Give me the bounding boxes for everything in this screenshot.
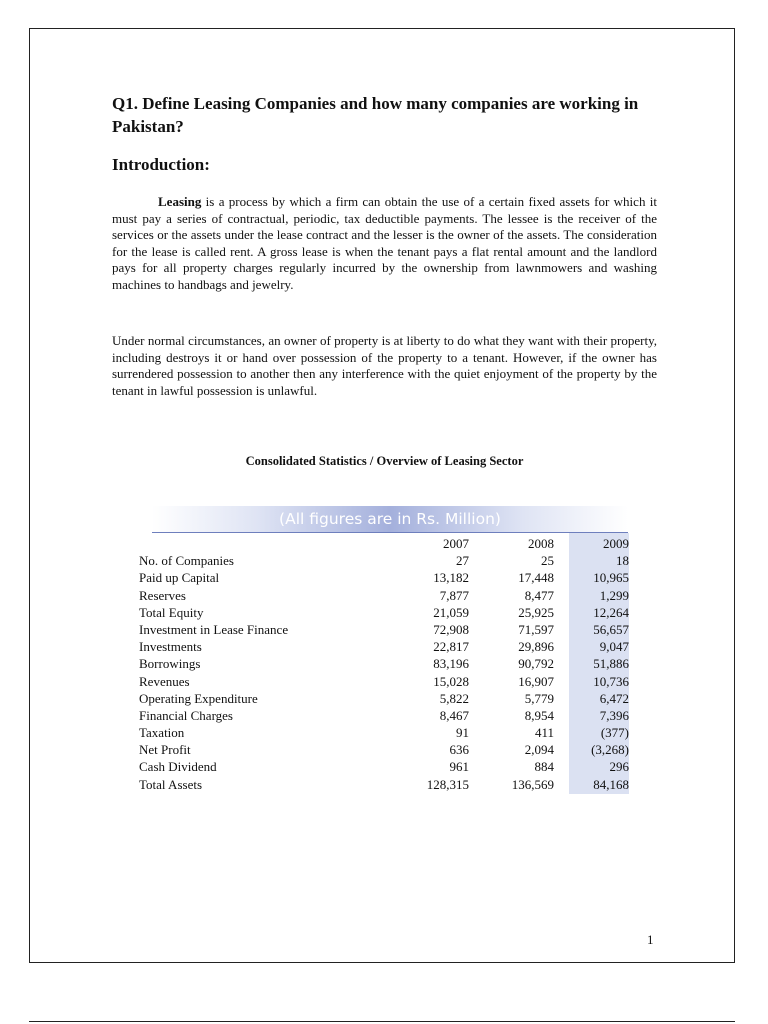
- value-2007: 22,817: [433, 639, 469, 655]
- value-2007: 72,908: [433, 621, 469, 637]
- table-caption: Consolidated Statistics / Overview of Leasing Sector: [245, 454, 524, 468]
- value-2008: 25,925: [518, 604, 554, 620]
- value-2009: 56,657: [593, 621, 629, 637]
- value-2008: 16,907: [518, 673, 554, 689]
- value-2007: 91: [456, 725, 469, 741]
- row-label: Investments: [139, 639, 202, 655]
- value-2007: 128,315: [426, 776, 469, 792]
- value-2009: 1,299: [599, 587, 629, 603]
- table-row: [139, 776, 629, 793]
- value-2007: 13,182: [433, 570, 469, 586]
- intro-paragraph-1-text: is a process by which a firm can obtain the use of a certain fixed assets for which it must pay a series of contractual, periodic, tax deductible payments. The lessee is the receiver of the services or the assets under the lease contract and the lesser is the owner of the assets. The consideration for the lease is called rent. A gross lease is when the tenant pays a flat rental amount and the landlord pays for all property charges regularly incurred by the ownership from lawnmowers and washing machines to handbags and jewelry.: [112, 194, 657, 292]
- header-2007: 2007: [443, 536, 469, 551]
- header-2009: 2009: [603, 536, 629, 551]
- value-2008: 71,597: [518, 621, 554, 637]
- table-row: [139, 724, 629, 741]
- statistics-table: [139, 535, 629, 793]
- row-label: Financial Charges: [139, 707, 233, 723]
- table-row: [139, 690, 629, 707]
- table-row: [139, 741, 629, 758]
- value-2008: 2,094: [524, 742, 554, 758]
- value-2009: 10,736: [593, 673, 629, 689]
- table-row: [139, 587, 629, 604]
- value-2007: 15,028: [433, 673, 469, 689]
- value-2009: 9,047: [599, 639, 629, 655]
- value-2007: 5,822: [439, 690, 469, 706]
- table-row: [139, 569, 629, 586]
- value-2007: 27: [456, 553, 469, 569]
- leasing-term: Leasing: [158, 194, 202, 209]
- value-2007: 636: [449, 742, 469, 758]
- row-label: Borrowings: [139, 656, 201, 672]
- value-2009: 6,472: [599, 690, 629, 706]
- value-2009: 296: [609, 759, 629, 775]
- header-label-cell: [139, 535, 399, 552]
- value-2008: 136,569: [511, 776, 554, 792]
- value-2007: 83,196: [433, 656, 469, 672]
- table-body: [139, 552, 629, 793]
- row-label: Total Assets: [139, 776, 203, 792]
- value-2009: 7,396: [599, 707, 629, 723]
- value-2009: 10,965: [593, 570, 629, 586]
- value-2009: 51,886: [593, 656, 629, 672]
- value-2008: 411: [534, 725, 554, 741]
- question-title: Q1. Define Leasing Companies and how many companies are working in Pakistan?: [112, 94, 639, 136]
- table-header-row: [139, 535, 629, 552]
- intro-paragraph-2: Under normal circumstances, an owner of property is at liberty to do what they want with their property, including destroys it or hand over possession of the property to a tenant. However, if the owner has surrendered possession to another then any interference with the quiet enjoyment of the property by the tenant in lawful possession is unlawful.: [112, 333, 657, 398]
- value-2009: 84,168: [593, 776, 629, 792]
- row-label: Investment in Lease Finance: [139, 621, 289, 637]
- value-2007: 7,877: [439, 587, 469, 603]
- row-label: Taxation: [139, 725, 185, 741]
- table-row: [139, 758, 629, 775]
- table-row: [139, 604, 629, 621]
- value-2009: (377): [600, 725, 629, 741]
- value-2008: 17,448: [518, 570, 554, 586]
- value-2008: 90,792: [518, 656, 554, 672]
- page-number: 1: [647, 932, 654, 947]
- row-label: Operating Expenditure: [139, 690, 258, 706]
- figures-banner: [152, 506, 628, 533]
- figures-banner-text: (All figures are in Rs. Million): [279, 510, 501, 528]
- row-label: Reserves: [139, 587, 186, 603]
- value-2009: 18: [616, 553, 629, 569]
- value-2008: 884: [534, 759, 554, 775]
- value-2007: 961: [449, 759, 469, 775]
- row-label: Paid up Capital: [139, 570, 220, 586]
- table-row: [139, 707, 629, 724]
- table-row: [139, 621, 629, 638]
- value-2008: 8,477: [524, 587, 554, 603]
- table-row: [139, 638, 629, 655]
- value-2008: 29,896: [518, 639, 554, 655]
- table-row: [139, 552, 629, 569]
- value-2009: 12,264: [593, 604, 629, 620]
- value-2008: 8,954: [524, 707, 554, 723]
- row-label: Cash Dividend: [139, 759, 217, 775]
- value-2007: 8,467: [439, 707, 469, 723]
- footer-rule: [29, 1021, 735, 1022]
- value-2009: (3,268): [591, 742, 629, 758]
- value-2008: 25: [541, 553, 554, 569]
- introduction-heading: Introduction:: [112, 155, 210, 174]
- table-row: [139, 655, 629, 672]
- table-row: [139, 673, 629, 690]
- row-label: No. of Companies: [139, 553, 234, 569]
- header-2008: 2008: [528, 536, 554, 551]
- row-label: Net Profit: [139, 742, 191, 758]
- row-label: Revenues: [139, 673, 190, 689]
- intro-paragraph-1: [112, 194, 657, 294]
- value-2007: 21,059: [433, 604, 469, 620]
- row-label: Total Equity: [139, 604, 204, 620]
- value-2008: 5,779: [524, 690, 554, 706]
